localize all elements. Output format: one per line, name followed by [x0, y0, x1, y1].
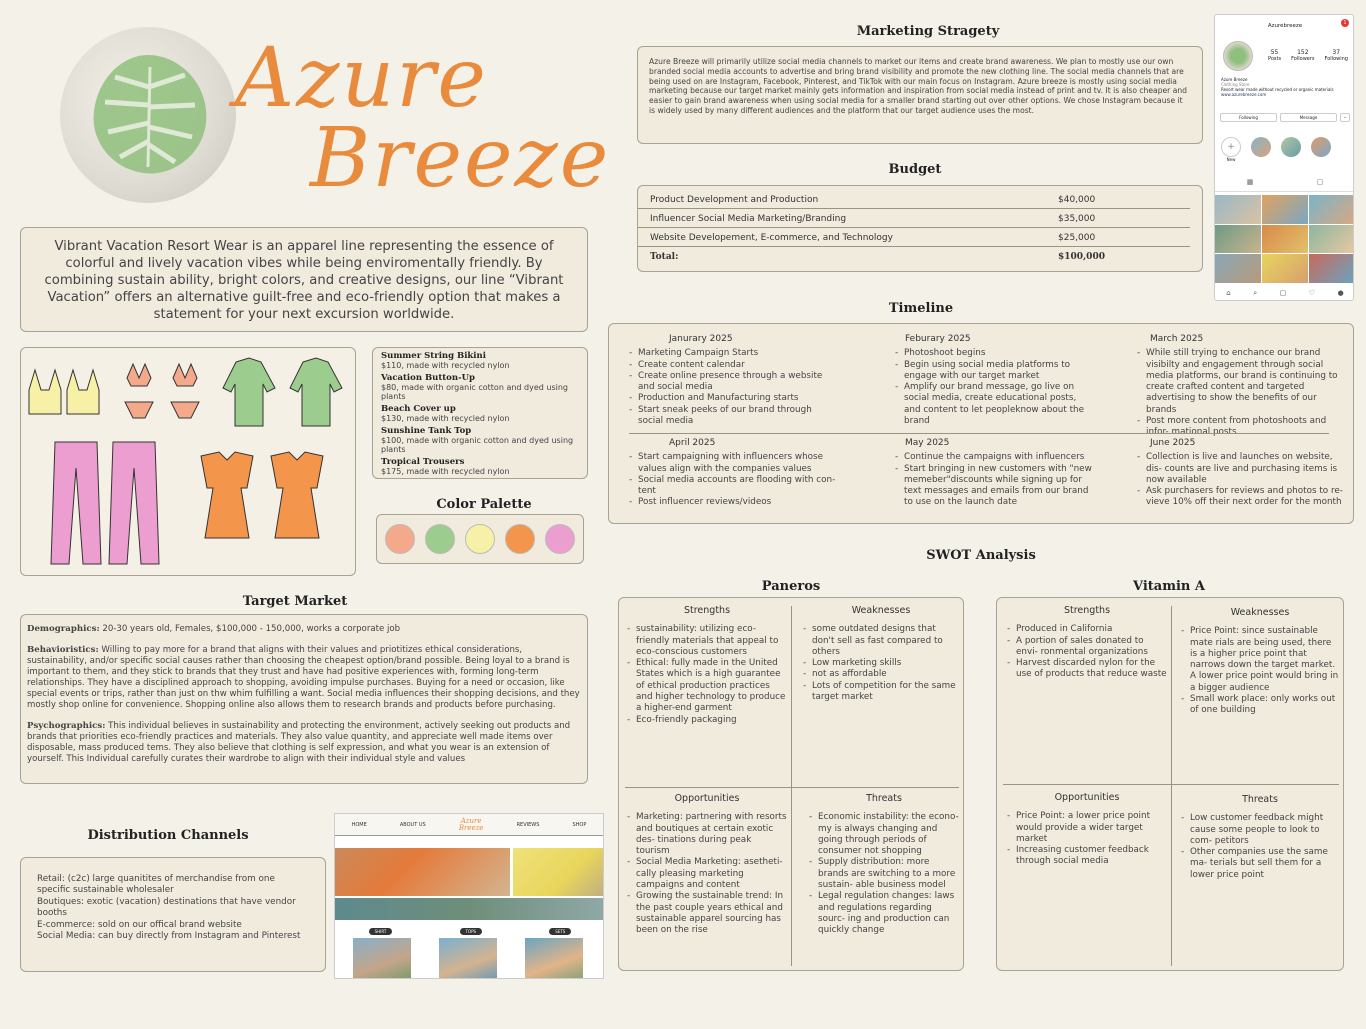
nav-reviews[interactable]: REVIEWS — [516, 821, 540, 828]
ig-buttons — [1220, 113, 1350, 122]
ig-grid-photo[interactable] — [1309, 195, 1354, 224]
timeline-list: - Start campaigning with influencers whose values align with the companies values - Social media accounts are flooding with con- tent - Post influencer reviews/videos — [629, 452, 839, 508]
timeline-month-feb: Feburary 2025 - Photoshoot begins - Begin using social media platforms to engage with our target market - Amplify our brand message, go live on social media, create educational posts, and content to let peopleknow about the brand — [895, 334, 1095, 427]
timeline-divider — [629, 433, 1329, 434]
distribution-line: Retail: (c2c) large quanitites of merchandise from one specific sustainable wholesaler — [37, 874, 275, 896]
demographics-paragraph: Demographics: 20-30 years old, Females, $100,000 - 150,000, works a corporate job — [27, 624, 401, 634]
website-navbar — [335, 814, 603, 836]
ig-highlight[interactable] — [1251, 137, 1271, 157]
website-logo: Azure Breeze — [458, 816, 484, 832]
timeline-list: - Photoshoot begins - Begin using social media platforms to engage with our target market - Amplify our brand message, go live on social media, create educational posts, and content to let peopleknow about the brand — [895, 348, 1095, 427]
swot-box-paneros — [618, 597, 964, 971]
ig-grid-photo[interactable] — [1215, 254, 1261, 283]
timeline-list: - Continue the campaigns with influencers - Start bringing in new customers with "new memeber"discounts while signing up for text messages and emails from our brand to use on the launch date — [895, 452, 1095, 508]
ig-highlight[interactable] — [1311, 137, 1331, 157]
swot-strengths: Strengths - sustainability: utilizing eco-friendly materials that appeal to eco-conscious customers - Ethical: fully made in the United States which is a high guarantee of ethical production practices and higher technology to produce a higher-end garment - Eco-friendly packaging — [627, 605, 787, 726]
tag-tops[interactable]: TOPS — [460, 928, 483, 935]
intro-text: Vibrant Vacation Resort Wear is an apparel line representing the essence of colorful and lively vacation vibes while being enviromentally friendly. By combining sustain ability, bright colors, and creative designs, our line “Vibrant Vacation” offers an alternative guilt-free and eco-friendly option that makes a statement for your next excursion worldwide. — [44, 239, 564, 322]
logo-circle — [60, 27, 236, 203]
palette-swatch-peach — [385, 524, 415, 554]
model-photo — [353, 938, 411, 979]
reels-icon[interactable]: ▢ — [1279, 289, 1287, 297]
ig-grid-photo[interactable] — [1309, 254, 1354, 283]
swot-vertical-divider — [791, 606, 792, 966]
grid-icon[interactable]: ▦ — [1246, 178, 1254, 186]
brand-logo — [60, 27, 611, 222]
palette-swatch-yellow — [465, 524, 495, 554]
ig-tab-bar — [1215, 178, 1354, 192]
ig-grid-photo[interactable] — [1215, 195, 1261, 224]
ig-stats — [1263, 49, 1353, 62]
hero-image-towel — [513, 848, 604, 896]
swot-opportunities: Opportunities - Price Point: a lower price point would provide a wider target market - Increasing customer feedback through social media — [1007, 792, 1167, 868]
target-box — [20, 614, 588, 784]
clothing-sketches — [21, 348, 355, 575]
timeline-list: - Marketing Campaign Starts - Create content calendar - Create online presence through a website and social media - Production and Manufacturing starts - Start sneak peeks of our brand through social media — [629, 348, 839, 427]
ig-highlight[interactable] — [1281, 137, 1301, 157]
marketing-text: Azure Breeze will primarily utilize social media channels to market our items and create brand awareness. We plan to mostly use our own branded social media accounts to advertise and bring brand visibility and promote the new clothing line. The social media channels that are being used on are Instagram, Facebook, Pinterest, and TikTok with our main focus on Instagram. Azure breeze is mostly using social media marketing because our target market mainly gets information and inspiration from social media instead of print and tv. It is also cheaper and easier to gain brand awareness when using social media for a smaller brand starting out over other options. We chose Instagram because it is widely used by many different audiences and the platform that our target audience uses the most. — [649, 57, 1188, 115]
swot-weaknesses: Weaknesses - some outdated designs that don't sell as fast compared to others - Low marketing skills - not as affordable - Lots of competition for the same target market — [803, 605, 959, 703]
swot-competitor-paneros: Paneros — [761, 579, 821, 594]
intro-box — [20, 227, 588, 332]
budget-row: Influencer Social Media Marketing/Branding $35,000 — [638, 209, 1190, 228]
ig-dropdown-icon[interactable]: ⌄ — [1340, 113, 1350, 122]
button-up-icon — [223, 358, 342, 426]
profile-icon[interactable]: ● — [1337, 289, 1344, 297]
ig-posts-stat[interactable]: 55 Posts — [1268, 49, 1282, 62]
swot-opportunities: Opportunities - Marketing: partnering with resorts and boutiques at certain exotic des- tinations during peak tourism - Social Media Marketing: asetheti- cally pleasing marketing campaigns and content - Growing the sustainable trend: In the past couple years ethical and sustainable apparel sourcing has been on the rise — [627, 793, 787, 937]
ig-followers-stat[interactable]: 152 Followers — [1291, 49, 1315, 62]
distribution-box — [20, 857, 326, 972]
swot-strengths: Strengths - Produced in California - A portion of sales donated to envi- ronmental organizations - Harvest discarded nylon for the use of products that reduce waste — [1007, 605, 1167, 681]
hero-image-beach — [335, 898, 604, 920]
website-mockup — [334, 813, 604, 979]
behavioristics-paragraph: Behavioristics: Willing to pay more for a brand that aligns with their values and priotitizes ethical considerations, sustainability, and/or specific social causes rather than choosing the cheapest option/brand possible. Being loyal to a brand is important to them, and they stick to brands that they trust and have had positive experiences with, forming long-term relationships. They have a disciplined approach to shopping, avoiding impulse purchases. Buying for a need or occasion, like special events or trips, rather than just on thw whim fulfilling a want. Social media influences their shopping decisions, and they mostly shop online for convenience. Shopping online also allows them to research brands and products before purchasing. — [27, 645, 580, 710]
ig-avatar[interactable] — [1223, 41, 1253, 71]
swot-box-vitamin-a — [996, 597, 1344, 971]
palette-title: Color Palette — [436, 497, 532, 512]
ig-grid-photo[interactable] — [1262, 195, 1308, 224]
timeline-month-mar: March 2025 - While still trying to enchance our brand visibilty and engagement through social media platforms, our brand is continuing to create crafted content and targeted advertising to show the benefits of our brands - Post more content from photoshoots and infor- mational posts — [1137, 334, 1349, 439]
swot-horizontal-divider — [1003, 784, 1339, 785]
model-photo — [525, 938, 583, 979]
budget-box — [637, 185, 1203, 272]
nav-home[interactable]: HOME — [351, 821, 367, 828]
tagged-icon[interactable]: ▢ — [1316, 178, 1324, 186]
bikini-icon — [125, 364, 199, 418]
palette-swatch-orange — [505, 524, 535, 554]
timeline-month-jan: Janurary 2025 - Marketing Campaign Starts - Create content calendar - Create online presence through a website and social media - Production and Manufacturing starts - Start sneak peeks of our brand through social media — [629, 334, 839, 427]
model-photo — [439, 938, 497, 979]
monstera-leaf-icon — [60, 27, 236, 203]
budget-row: Product Development and Production $40,000 — [638, 190, 1190, 209]
product-item: Beach Cover up $130, made with recycled nylon — [381, 404, 510, 423]
ig-bottom-nav — [1215, 285, 1354, 301]
product-item: Vacation Button-Up $80, made with organic cotton and dyed using plants — [381, 373, 568, 401]
tag-sets[interactable]: SETS — [549, 928, 571, 935]
timeline-title: Timeline — [888, 301, 954, 316]
nav-shop[interactable]: SHOP — [572, 821, 587, 828]
product-item: Summer String Bikini $110, made with recycled nylon — [381, 351, 510, 370]
instagram-mockup — [1214, 14, 1354, 301]
ig-notification-badge: 1 — [1341, 19, 1349, 27]
ig-bio — [1221, 77, 1351, 97]
product-illustrations — [20, 347, 356, 576]
ig-handle: Azurebreeze — [1267, 23, 1303, 29]
target-title: Target Market — [242, 594, 348, 609]
product-list — [372, 347, 588, 479]
product-item: Tropical Trousers $175, made with recycled nylon — [381, 457, 510, 476]
logo-wordmark-line2: Breeze — [310, 111, 611, 206]
home-icon[interactable]: ⌂ — [1226, 289, 1231, 297]
palette-swatch-pink — [545, 524, 575, 554]
ig-following-button[interactable]: Following — [1220, 113, 1277, 122]
tag-shirt[interactable]: SHIRT — [369, 928, 393, 935]
heart-icon[interactable]: ♡ — [1308, 289, 1316, 297]
timeline-month-apr: April 2025 - Start campaigning with influencers whose values align with the companies values - Social media accounts are flooding with con- tent - Post influencer reviews/videos — [629, 438, 839, 509]
timeline-list: - Collection is live and launches on website, dis- counts are live and purchasing items is now available - Ask purchasers for reviews and photos to re- vieve 10% off their next order for the month — [1137, 452, 1349, 508]
palette-swatch-green — [425, 524, 455, 554]
timeline-box — [608, 323, 1354, 524]
ig-message-button[interactable]: Message — [1280, 113, 1337, 122]
ig-grid-photo[interactable] — [1262, 254, 1308, 283]
ig-link[interactable]: www.azurebreeze.com — [1221, 92, 1267, 97]
ig-profile-name: Azure Breeze — [1221, 77, 1248, 82]
search-icon[interactable]: ⌕ — [1253, 288, 1258, 297]
swot-weaknesses: Weaknesses - Price Point: since sustainable mate rials are being used, there is a higher price point that narrows down the target market. A lower price point would bring in a bigger audience - Small work place: only works out of one building — [1181, 607, 1339, 717]
budget-title: Budget — [888, 162, 942, 177]
ig-grid-photo[interactable] — [1262, 225, 1308, 254]
tank-top-icon — [29, 370, 99, 414]
palette-box — [376, 514, 584, 564]
ig-following-stat[interactable]: 37 Following — [1324, 49, 1348, 62]
distribution-line: Boutiques: exotic (vacation) destinations that have vendor booths — [37, 896, 296, 919]
ig-highlights — [1221, 137, 1351, 162]
ig-grid-photo[interactable] — [1309, 225, 1354, 254]
product-item: Sunshine Tank Top $100, made with organic cotton and dyed using plants — [381, 426, 574, 454]
swot-horizontal-divider — [625, 787, 959, 788]
timeline-month-may: May 2025 - Continue the campaigns with influencers - Start bringing in new customers with "new memeber"discounts while signing up for text messages and emails from our brand to use on the launch date — [895, 438, 1095, 509]
ig-new-highlight[interactable]: + New — [1221, 137, 1241, 162]
timeline-month-jun: June 2025 - Collection is live and launches on website, dis- counts are live and purchasing items is now available - Ask purchasers for reviews and photos to re- vieve 10% off their next order for the month — [1137, 438, 1349, 509]
logo-wordmark-line1: Azure — [235, 31, 488, 126]
distribution-line: Social Media: can buy directly from Instagram and Pinterest — [37, 931, 301, 942]
distribution-title: Distribution Channels — [87, 828, 249, 843]
swot-threats: Threats - Low customer feedback might cause some people to look to com- petitors - Other companies use the same ma- terials but sell them for a lower price point — [1181, 794, 1339, 881]
budget-total-row: Total: $100,000 — [650, 252, 1105, 262]
psychographics-paragraph: Psychographics: This individual believes in sustainability and protecting the environment, actively seeking out products and brands that priorities eco-friendly practices and materials. They also value quantity, and appreciate well made items over disposable, mass produced tems. They also believe that clothing is self expression, and what you wear is an extension of yourself. This Individual carefully curates their wardrobe to align with their individual style and values — [27, 721, 571, 764]
swot-title: SWOT Analysis — [926, 548, 1036, 563]
cover-up-icon — [201, 452, 323, 538]
swot-threats: Threats - Economic instability: the econo- my is always changing and going through periods of consumer not shopping - Supply distribution: more brands are switching to a more sustain- able business model - Legal regulation changes: laws and regulations regarding sourc- ing and production can quickly change — [809, 793, 959, 937]
trousers-icon — [51, 442, 159, 564]
budget-row: Website Developement, E-commerce, and Technology $25,000 — [638, 228, 1190, 247]
ig-photo-grid — [1215, 195, 1354, 283]
ig-category: Clothing Store — [1221, 82, 1250, 87]
product-tag-row — [335, 928, 604, 935]
timeline-list: - While still trying to enchance our brand visibilty and engagement through social media platforms, our brand is continuing to create crafted content and targeted advertising to show the benefits of our brands - Post more content from photoshoots and infor- mational posts — [1137, 348, 1349, 438]
swot-competitor-vitamin-a: Vitamin A — [1133, 579, 1205, 594]
ig-grid-photo[interactable] — [1215, 225, 1261, 254]
marketing-title: Marketing Stragety — [856, 24, 1000, 39]
ig-bio-text: Resort wear made without recycled or organic materials — [1221, 87, 1334, 92]
nav-about[interactable]: ABOUT US — [399, 821, 426, 828]
swot-vertical-divider — [1171, 606, 1172, 966]
distribution-line: E-commerce: sold on our offical brand website — [37, 919, 242, 930]
hero-image-bikini — [335, 848, 510, 896]
marketing-box — [637, 46, 1203, 144]
